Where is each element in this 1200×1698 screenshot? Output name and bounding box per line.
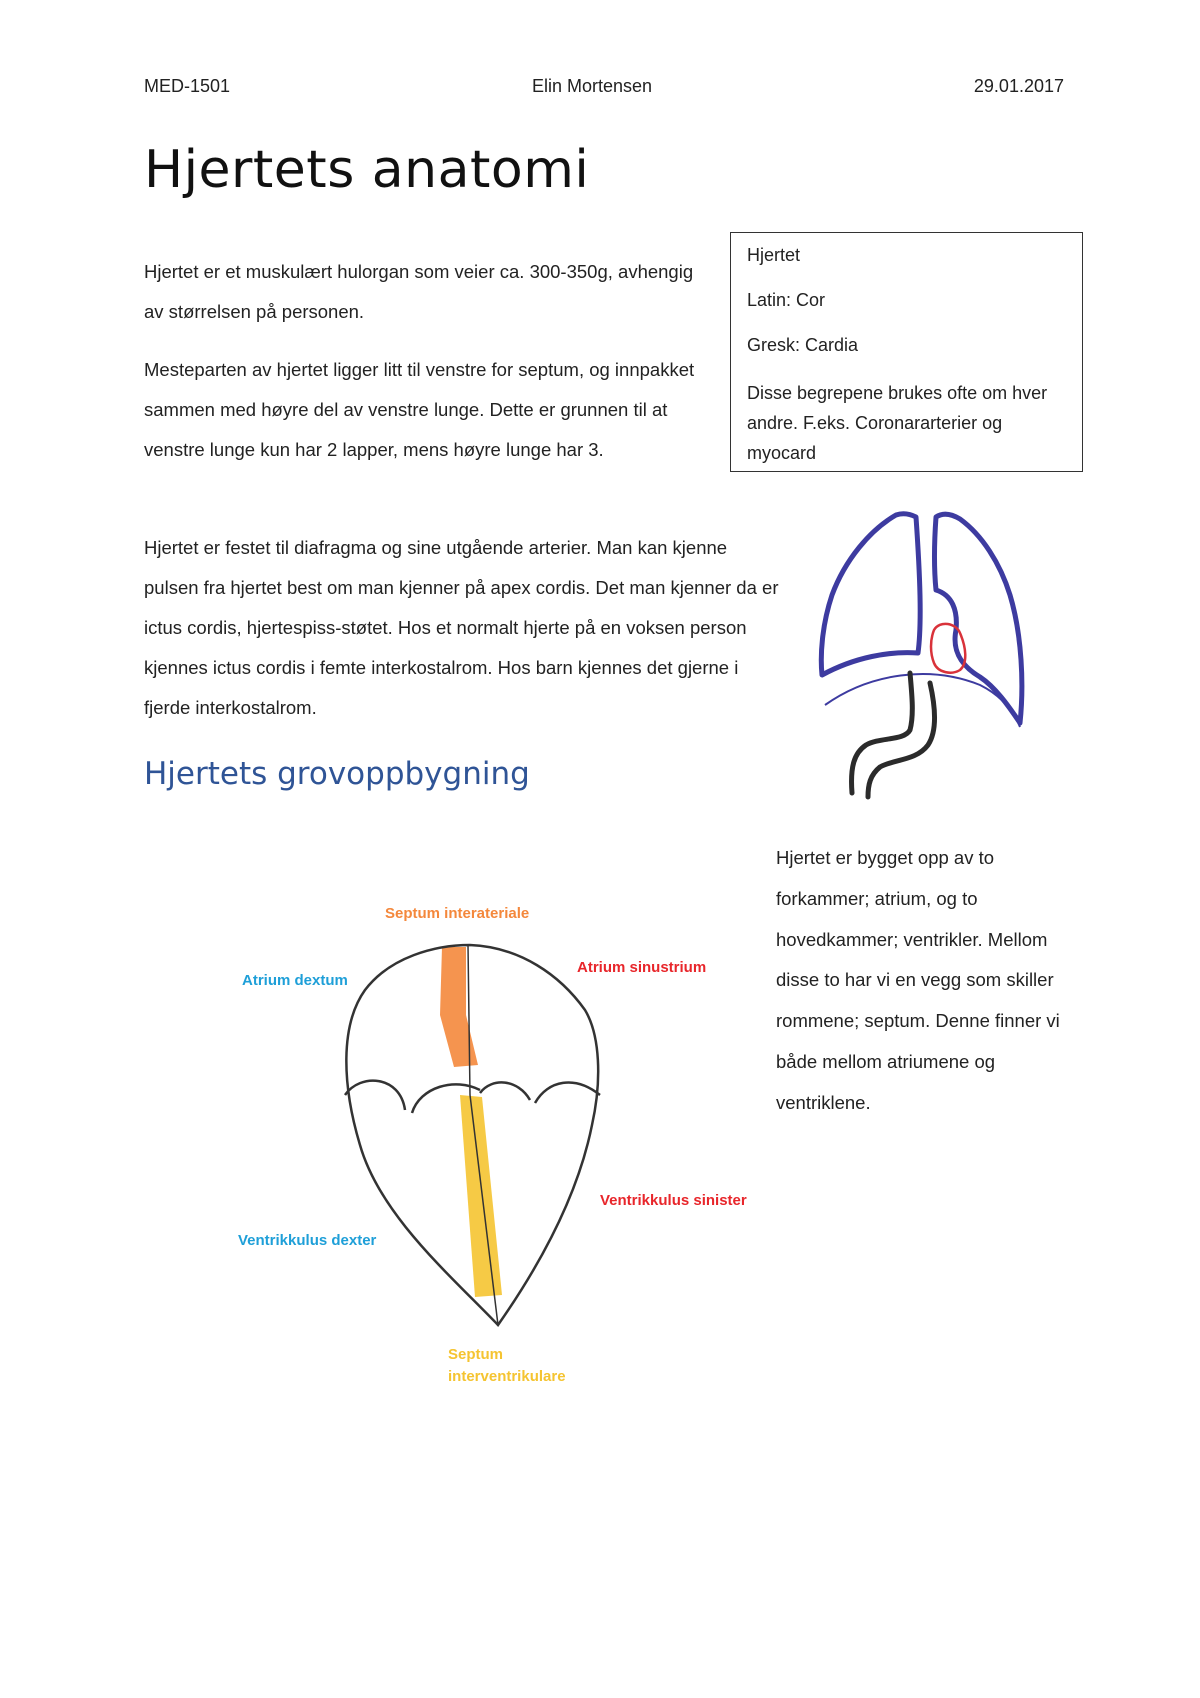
section-heading: Hjertets grovoppbygning (144, 756, 530, 792)
label-atrium-dextum: Atrium dextum (242, 972, 348, 989)
info-box-note: Disse begrepene brukes ofte om hver andre. F.eks. Coronararterier og myocard (747, 383, 1048, 463)
header-course-code: MED-1501 (144, 76, 231, 96)
info-box-greek: Gresk: Cardia (747, 335, 859, 355)
heart-diagram (230, 895, 770, 1395)
valve-arc-1 (345, 1081, 405, 1110)
stomach-outline (852, 673, 913, 793)
label-ventrikkulus-dexter: Ventrikkulus dexter (238, 1232, 377, 1249)
label-atrium-sinustrium: Atrium sinustrium (577, 959, 707, 976)
label-septum-interventrikulare-1: Septum (448, 1346, 504, 1363)
heart-outline (931, 624, 965, 673)
septum-interateriale-strip (440, 947, 478, 1067)
diaphragm-line (825, 674, 1020, 727)
info-box-latin: Latin: Cor (747, 290, 826, 310)
header-author: Elin Mortensen (532, 76, 653, 96)
paragraph-attachment: Hjertet er festet til diafragma og sine utgående arterier. Man kan kjenne pulsen fra hjertet best om man kjenner på apex cordis. Det man kjenner da er ictus cordis, hjertespiss-støtet. Hos et normalt hjerte på en voksen person kjennes ictus cordis i femte interkostalrom. Hos barn kjennes det gjerne i fjerde interkostalrom. (144, 537, 779, 718)
header-date: 29.01.2017 (973, 76, 1064, 96)
section-paragraph: Hjertet er bygget opp av to forkammer; atrium, og to hovedkammer; ventrikler. Mellom disse to har vi en vegg som skiller rommene; septum. Denne finner vi både mellom atriumene og ventriklene. (776, 847, 1060, 1113)
valve-arc-3 (480, 1082, 530, 1100)
left-lung-outline (935, 514, 1022, 723)
paragraph-weight: Hjertet er et muskulært hulorgan som veier ca. 300-350g, avhengig av størrelsen på personen. (144, 261, 694, 322)
paragraph-position: Mesteparten av hjertet ligger litt til venstre for septum, og innpakket sammen med høyre del av venstre lunge. Dette er grunnen til at venstre lunge kun har 2 lapper, mens høyre lunge har 3. (144, 359, 695, 460)
thorax-sketch (810, 505, 1040, 805)
label-septum-interateriale: Septum interateriale (385, 905, 530, 922)
septum-interventrikulare-strip (460, 1095, 502, 1297)
page-title: Hjertets anatomi (144, 140, 590, 200)
info-box (730, 232, 1083, 472)
label-ventrikkulus-sinister: Ventrikkulus sinister (600, 1192, 747, 1209)
valve-arc-4 (535, 1083, 600, 1103)
info-box-heading: Hjertet (747, 245, 801, 265)
right-lung-outline (821, 514, 920, 675)
label-septum-interventrikulare-2: interventrikulare (448, 1368, 566, 1385)
